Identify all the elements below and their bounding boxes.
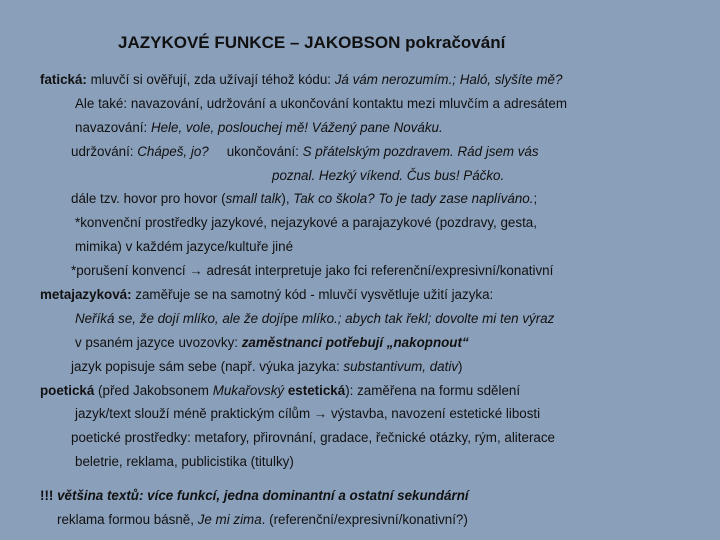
meta-line-3: v psaném jazyce uvozovky: zaměstnanci potřebují „nakopnout“	[75, 334, 469, 350]
summary-line-1: !!! většina textů: více funkcí, jedna dominantní a ostatní sekundární	[40, 488, 469, 504]
fatic-line-1: fatická: mluvčí si ověřují, zda užívají téhož kódu: Já vám nerozumím.; Haló, slyšíte mě?	[40, 72, 563, 87]
summary-line-2: reklama formou básně, Je mi zima. (referenční/expresivní/konativní?)	[57, 512, 468, 528]
meta-term: metajazyková:	[40, 287, 132, 303]
meta-line-1: metajazyková: zaměřuje se na samotný kód - mluvčí vysvětluje užití jazyka:	[40, 287, 494, 303]
slide-body	[40, 68, 710, 532]
poetic-line-4: beletrie, reklama, publicistika (titulky)	[75, 454, 294, 470]
fatic-line-5: poznal. Hezký víkend. Čus bus! Páčko.	[272, 167, 505, 183]
poetic-line-2: jazyk/text slouží méně praktickým cílům → výstavba, navození estetické libosti	[75, 406, 541, 422]
meta-line-4: jazyk popisuje sám sebe (např. výuka jazyka: substantivum, dativ)	[71, 358, 463, 374]
poetic-line-1: poetická (před Jakobsonem Mukařovský estetická): zaměřena na formu sdělení	[40, 382, 521, 398]
poetic-term: poetická	[40, 382, 95, 398]
meta-line-2: Neříká se, že dojí mlíko, ale že dojípe mlíko.; abych tak řekl; dovolte mi ten výraz	[75, 310, 555, 326]
fatic-line-2: Ale také: navazování, udržování a ukončování kontaktu mezi mluvčím a adresátem	[75, 95, 567, 111]
fatic-line-8: mimika) v každém jazyce/kultuře jiné	[75, 239, 294, 255]
fatic-line-3: navazování: Hele, vole, poslouchej mě! Vážený pane Nováku.	[75, 119, 443, 135]
fatic-line-4: udržování: Chápeš, jo? ukončování: S přátelským pozdravem. Rád jsem vás	[71, 143, 539, 159]
poetic-line-3: poetické prostředky: metafory, přirovnání, gradace, řečnické otázky, rým, aliterace	[71, 430, 555, 446]
fatic-example: Já vám nerozumím.; Haló, slyšíte mě?	[334, 72, 563, 87]
fatic-line-9: *porušení konvencí → adresát interpretuje jako fci referenční/expresivní/konativní	[71, 263, 554, 279]
slide-title: JAZYKOVÉ FUNKCE – JAKOBSON pokračování	[118, 33, 506, 52]
fatic-term: fatická:	[40, 72, 87, 87]
fatic-line-7: *konvenční prostředky jazykové, nejazykové a parajazykové (pozdravy, gesta,	[75, 215, 537, 231]
fatic-line-6: dále tzv. hovor pro hovor (small talk), Tak co škola? To je tady zase naplíváno.;	[71, 191, 538, 207]
